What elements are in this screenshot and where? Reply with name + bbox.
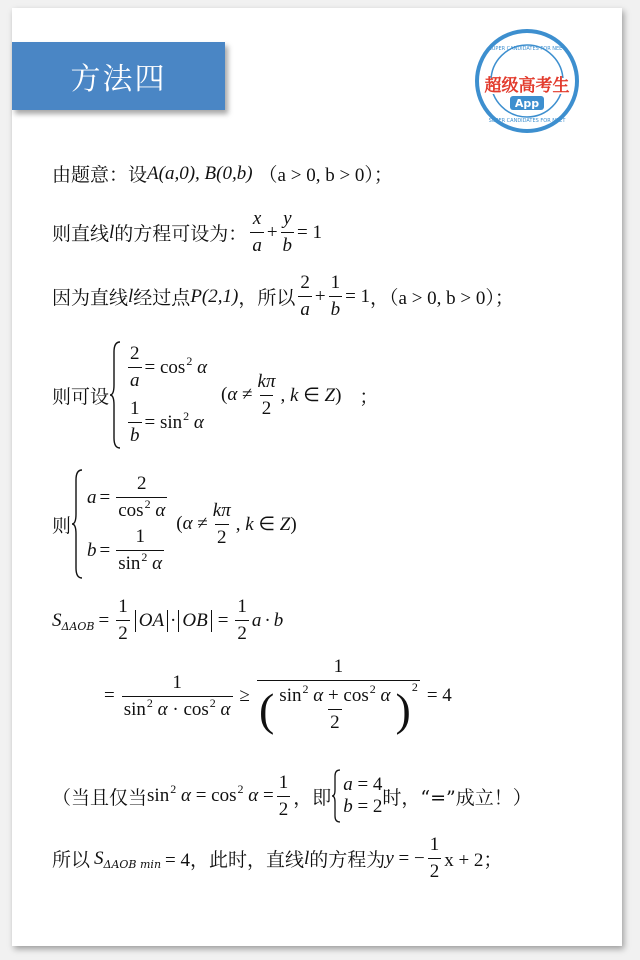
s-label-2: S xyxy=(94,847,104,869)
line-7: = $\frac{1}{\sin^2 \alpha \cdot \cos^2 \alpha}$ ≥ 1 ( $\frac{\sin^2 \alpha + \cos^2 \alpha}{2}$ ) 2 = 4 xyxy=(104,656,452,735)
line-5: 则 a = $\frac{2}{\cos^2 \alpha}$ b = $\frac{1}{\sin^2 \alpha}$ (α ≠ $\frac{k\pi}{2}$ , k ∈ Z) xyxy=(52,468,297,580)
l1-text: 由题意：设 xyxy=(52,164,148,186)
l9-text: 所以 xyxy=(52,849,91,871)
left-brace-icon-2 xyxy=(71,468,83,580)
s-sub: ΔAOB xyxy=(61,620,95,633)
line-1 xyxy=(52,160,393,187)
l2-text: 则直线 xyxy=(52,223,110,245)
line-9: 所以 S ΔAOB min = 4，此时，直线 l 的方程为 y = − $\frac{1}{2}$ x + 2； xyxy=(52,834,503,882)
l8-end: 时，“=”成立！） xyxy=(382,786,532,809)
l2-var: l xyxy=(109,221,115,243)
l4-end: ； xyxy=(359,386,379,408)
l9-mid: = 4，此时，直线 xyxy=(165,850,305,871)
l3-var: l xyxy=(128,285,134,307)
svg-text:SUPER CANDIDATES FOR NEET: SUPER CANDIDATES FOR NEET xyxy=(488,46,566,52)
l9-eq-tail: x + 2； xyxy=(444,850,503,871)
l3-point: P(2,1) xyxy=(190,285,239,307)
s-label: S xyxy=(52,609,62,631)
l2-text-2: 的方程可设为： xyxy=(114,223,248,245)
l9-end: 的方程为 xyxy=(309,849,386,871)
l3-so: ，所以 xyxy=(238,287,296,309)
page-card xyxy=(12,8,622,946)
l5-text: 则 xyxy=(52,514,72,537)
line-2: 则直线 l 的方程可设为： $\frac{x}{a}$ + $\frac{y}{b}$ = 1 xyxy=(52,208,322,256)
l8-text: （当且仅当 xyxy=(52,786,148,809)
line-6: S ΔAOB = $\frac{1}{2}$ OA · OB = $\frac{1}{2}$ a · b xyxy=(52,596,284,644)
l3-text: 因为直线 xyxy=(52,287,129,309)
l3-text-2: 经过点 xyxy=(133,287,191,309)
line-8: （当且仅当 $\sin^2 \alpha = \cos^2 \alpha$ = $\frac{1}{2}$ ，即 a = 4 b = 2 时，“=”成立！） xyxy=(52,768,532,824)
l4-text: 则可设 xyxy=(52,385,110,408)
l3-cond: ，（a > 0, b > 0）； xyxy=(370,288,514,309)
left-brace-icon xyxy=(109,340,121,450)
frac-2-a: $\frac{2}{a}$ xyxy=(300,272,310,320)
svg-text:超级高考生: 超级高考生 xyxy=(484,76,570,96)
line-3: 因为直线 l 经过点 P(2,1) ，所以 $\frac{2}{a}$ + $\frac{1}{b}$ = 1 ，（a > 0, b > 0）； xyxy=(52,272,514,320)
section-title: 方法四 xyxy=(70,62,167,97)
frac-x-a: $\frac{x}{a}$ xyxy=(252,208,262,256)
l1-math: A(a,0), B(0,b) xyxy=(147,162,253,184)
l1-cond: （a > 0, b > 0）； xyxy=(258,165,393,186)
s-sub-2: ΔAOB min xyxy=(103,858,162,871)
svg-text:SUPER CANDIDATES FOR NEET: SUPER CANDIDATES FOR NEET xyxy=(488,118,566,124)
l9-var: l xyxy=(304,847,310,869)
frac-1-b: $\frac{1}{b}$ xyxy=(330,272,341,320)
line-4: 则可设 $\frac{2}{a}$ = $\cos^2 \alpha$ $\frac{1}{b}$ = $\sin^2 \alpha$ (α ≠ $\frac{k\pi}{2}$ , k ∈ Z) ； xyxy=(52,340,378,450)
section-title-banner xyxy=(12,42,225,110)
left-brace-icon-3 xyxy=(331,768,341,824)
frac-y-b: $\frac{y}{b}$ xyxy=(282,208,293,256)
svg-text:App: App xyxy=(514,97,540,110)
app-logo xyxy=(474,28,580,134)
l8-mid: ，即 xyxy=(293,786,332,809)
